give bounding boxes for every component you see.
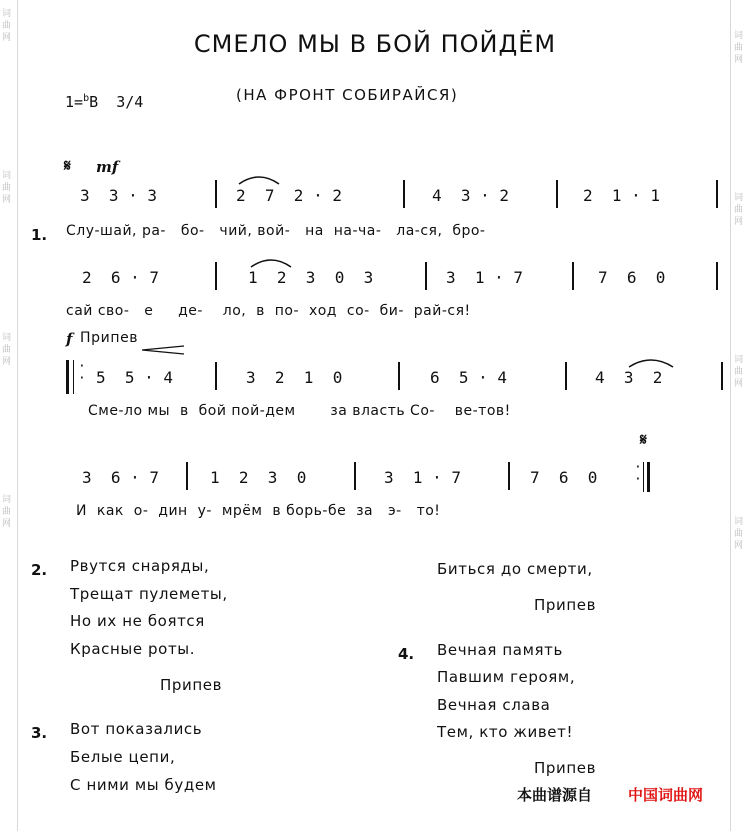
lyrics-line-2: сай сво- е де- ло, в по- ход со- би- рай-ся! — [66, 303, 471, 319]
verse-3-line-4: Биться до смерти, — [437, 560, 593, 578]
key-signature — [65, 93, 143, 111]
measure-14: 1 2 3 0 — [210, 468, 307, 487]
lyrics-line-3: Сме-ло мы в бой пой-дем за власть Со- ве-тов! — [88, 403, 511, 419]
measure-12: 4 3 2 — [595, 368, 663, 387]
watermark-text: 词曲网 — [2, 495, 12, 529]
dynamic-f: f — [66, 330, 73, 348]
segno-mark: 𝄋 — [640, 430, 647, 449]
left-margin-line — [17, 0, 18, 831]
key-note: B — [89, 93, 99, 111]
bar-line — [425, 262, 427, 290]
bar-line — [721, 362, 723, 390]
verse-4-line-4: Тем, кто живет! — [437, 723, 574, 741]
measure-10: 3 2 1 0 — [246, 368, 343, 387]
verse-3-line-2: Белые цепи, — [70, 748, 176, 766]
bar-line — [215, 262, 217, 290]
verse-3-line-1: Вот показались — [70, 720, 203, 738]
verse-3-refrain: Припев — [534, 596, 597, 614]
verse-number-1: 1. — [31, 226, 48, 244]
measure-16: 7 6 0 — [530, 468, 598, 487]
verse-number-4: 4. — [398, 645, 415, 663]
lyrics-line-4: И как о- дин у- мрём в борь-бе за э- то! — [76, 503, 441, 519]
measure-3: 4 3 · 2 — [432, 186, 510, 205]
bar-line — [215, 180, 217, 208]
measure-4: 2 1 · 1 — [583, 186, 661, 205]
song-title: СМЕЛО МЫ В БОЙ ПОЙДЁМ — [193, 30, 557, 58]
watermark-text: 词曲网 — [734, 193, 744, 227]
lyrics-line-1: Слу-шай, ра- бо- чий, вой- на на-ча- ла-ся, бро- — [66, 223, 486, 239]
measure-1: 3 3 · 3 — [80, 186, 158, 205]
verse-2-refrain: Припев — [160, 676, 223, 694]
watermark-text: 词曲网 — [734, 517, 744, 551]
source-note: 本曲谱源自 — [517, 786, 593, 804]
bar-line — [556, 180, 558, 208]
watermark-text: 词曲网 — [734, 355, 744, 389]
verse-4-line-2: Павшим героям, — [437, 668, 576, 686]
verse-2-line-2: Трещат пулеметы, — [70, 585, 228, 603]
watermark-text: 词曲网 — [2, 171, 12, 205]
crescendo-mark — [140, 344, 186, 356]
bar-line — [572, 262, 574, 290]
bar-line — [215, 362, 217, 390]
slur-mark — [626, 355, 676, 369]
slur-mark — [236, 172, 282, 186]
measure-13: 3 6 · 7 — [82, 468, 160, 487]
verse-2-line-1: Рвутся снаряды, — [70, 557, 210, 575]
measure-6: 1 2 3 0 3 — [248, 268, 374, 287]
repeat-end-thin-bar — [643, 462, 644, 492]
verse-3-line-3: С ними мы будем — [70, 776, 217, 794]
key-meter: 3/4 — [116, 93, 144, 111]
refrain-label: Припев — [80, 330, 139, 346]
verse-2-line-4: Красные роты. — [70, 640, 196, 658]
bar-line — [398, 362, 400, 390]
right-watermark-strip — [734, 0, 748, 831]
slur-mark — [248, 255, 294, 269]
watermark-text: 词曲网 — [734, 31, 744, 65]
site-name: 中国词曲网 — [628, 786, 704, 804]
bar-line — [508, 462, 510, 490]
verse-4-line-3: Вечная слава — [437, 696, 551, 714]
left-watermark-strip — [2, 0, 16, 831]
repeat-start-bar — [66, 360, 69, 394]
dynamic-mf: mf — [96, 158, 119, 176]
key-base: 1= — [65, 93, 84, 111]
measure-8: 7 6 0 — [598, 268, 666, 287]
bar-line — [403, 180, 405, 208]
bar-line — [354, 462, 356, 490]
measure-15: 3 1 · 7 — [384, 468, 462, 487]
measure-5: 2 6 · 7 — [82, 268, 160, 287]
bar-line — [716, 180, 718, 208]
repeat-dots: · · — [634, 460, 642, 487]
bar-line — [565, 362, 567, 390]
verse-4-line-1: Вечная память — [437, 641, 563, 659]
watermark-text: 词曲网 — [2, 333, 12, 367]
repeat-dots: · · — [78, 359, 86, 386]
key-flat: b — [83, 93, 90, 104]
repeat-start-thin-bar — [73, 360, 74, 394]
right-margin-line — [730, 0, 731, 831]
verse-number-2: 2. — [31, 561, 48, 579]
verse-2-line-3: Но их не боятся — [70, 612, 205, 630]
verse-4-refrain: Припев — [534, 759, 597, 777]
repeat-end-bar — [647, 462, 650, 492]
bar-line — [186, 462, 188, 490]
measure-7: 3 1 · 7 — [446, 268, 524, 287]
bar-line — [716, 262, 718, 290]
measure-2: 2 7 2 · 2 — [236, 186, 342, 205]
measure-11: 6 5 · 4 — [430, 368, 508, 387]
song-subtitle: (НА ФРОНТ СОБИРАЙСЯ) — [236, 86, 459, 104]
measure-9: 5 5 · 4 — [96, 368, 174, 387]
segno-mark: 𝄋 — [64, 156, 71, 175]
verse-number-3: 3. — [31, 724, 48, 742]
watermark-text: 词曲网 — [2, 9, 12, 43]
